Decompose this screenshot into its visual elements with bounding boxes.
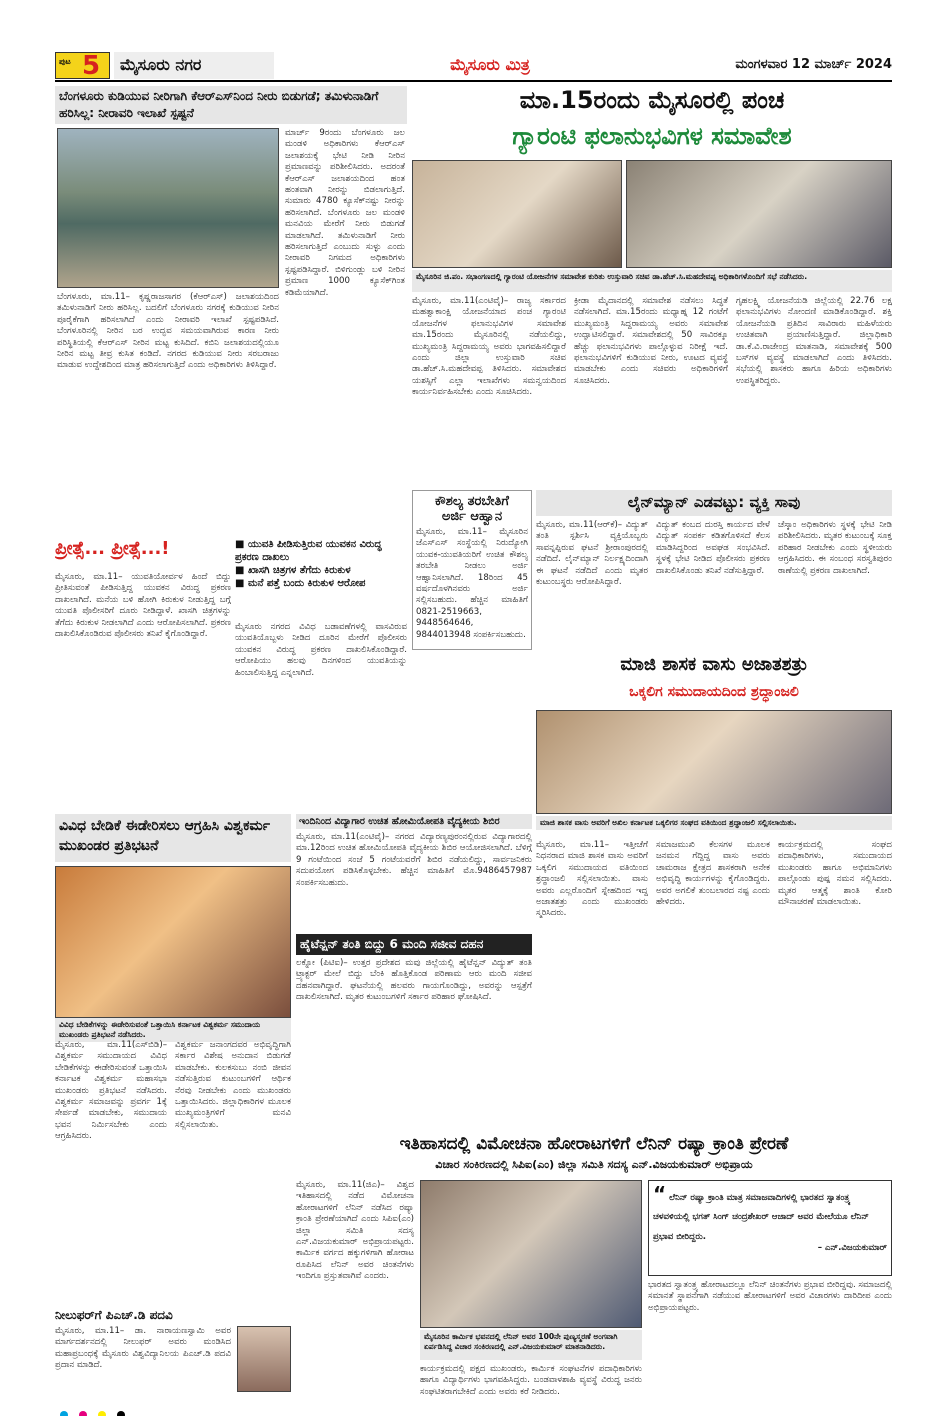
water-col-a: ಬೆಂಗಳೂರು, ಮಾ.11– ಕೃಷ್ಣರಾಜಸಾಗರ (ಕೆಆರ್‌ಎಸ್) ಜಲಾಶಯದಿಂದ ತಮಿಳುನಾಡಿಗೆ ನೀರು ಹರಿಸಿಲ್ಲ. ಬದಲಿಗೆ ಬೆಂಗಳೂರು ನಗರಕ್ಕೆ ಕುಡಿಯುವ ನೀರಿನ ಪೂರೈಕೆಗಾಗಿ ಹರಿಸಲಾಗಿದೆ ಎಂದು ನೀರಾವರಿ ಇಲಾಖೆ ಸ್ಪಷ್ಟಪಡಿಸಿದೆ. ಬೆಂಗಳೂರಿನಲ್ಲಿ ನೀರಿನ ಬರ ಉದ್ಭವ ಸಮಯವಾಗಿರುವ ಕಾರಣ ನೀರು ಪರಿಸ್ಥಿತಿಯಲ್ಲಿ ಕೆಆರ್‌ಎಸ್ ನೀರಿನ ಮಟ್ಟ ಕುಸಿದಿದೆ. ಕಬಿನಿ ಜಲಾಶಯದಲ್ಲಿಯೂ ನೀರಿನ ಮಟ್ಟ ತೀವ್ರ ಕುಸಿತ ಕಂಡಿದೆ. ನಗರದ ಕುಡಿಯುವ ನೀರು ಸರಬರಾಜು ಮಾಡುವ ಉದ್ದೇಶದಿಂದ ಮಾತ್ರ ಹರಿಸಲಾಗುತ್ತಿದೆ ಎಂದು ಅಧಿಕಾರಿಗಳು ತಿಳಿಸಿದ್ದಾರೆ. [57,292,279,371]
section-name: ಮೈಸೂರು ನಗರ [114,52,274,79]
vasu-caption: ಮಾಜಿ ಶಾಸಕ ವಾಸು ಅವರಿಗೆ ಅಖಿಲ ಕರ್ನಾಟಕ ಒಕ್ಕಲಿಗರ ಸಂಘದ ವತಿಯಿಂದ ಶ್ರದ್ಧಾಂಜಲಿ ಸಲ್ಲಿಸಲಾಯಿತು. [536,816,892,830]
story-protest [55,814,291,1304]
protest-col-b: ವಿಶ್ವಕರ್ಮ ಜನಾಂಗದವರ ಅಭಿವೃದ್ಧಿಗಾಗಿ ಸರ್ಕಾರ ವಿಶೇಷ ಅನುದಾನ ಬಿಡುಗಡೆ ಮಾಡಬೇಕು. ಕುಲಕಸುಬು ನಂಬಿ ಜೀವನ ನಡೆಸುತ್ತಿರುವ ಕುಟುಂಬಗಳಿಗೆ ಆರ್ಥಿಕ ನೆರವು ನೀಡಬೇಕು ಎಂದು ಮುಖಂಡರು ಒತ್ತಾಯಿಸಿದರು. ಜಿಲ್ಲಾಧಿಕಾರಿಗಳ ಮೂಲಕ ಮುಖ್ಯಮಂತ್ರಿಗಳಿಗೆ ಮನವಿ ಸಲ್ಲಿಸಲಾಯಿತು. [175,1040,291,1130]
fire-text: ಲಕ್ನೋ (ಪಿಟಿಐ)– ಉತ್ತರ ಪ್ರದೇಶದ ಮವು ಜಿಲ್ಲೆಯಲ್ಲಿ ಹೈಟೆನ್ಷನ್ ವಿದ್ಯುತ್ ತಂತಿ ಟ್ರ್ಯಾಕ್ಟರ್ ಮೇಲೆ ಬಿದ್ದು ಬೆಂಕಿ ಹೊತ್ತಿಕೊಂಡ ಪರಿಣಾಮ ಆರು ಮಂದಿ ಸಜೀವ ದಹನವಾಗಿದ್ದಾರೆ. ಘಟನೆಯಲ್ಲಿ ಹಲವರು ಗಾಯಗೊಂಡಿದ್ದು, ಅವರನ್ನು ಆಸ್ಪತ್ರೆಗೆ ದಾಖಲಿಸಲಾಗಿದೆ. ಮೃತರ ಕುಟುಂಬಗಳಿಗೆ ಸರ್ಕಾರ ಪರಿಹಾರ ಘೋಷಿಸಿದೆ. [296,958,532,1003]
seminar-photo [420,1180,642,1328]
vasu-col-c: ಕಾರ್ಯಕ್ರಮದಲ್ಲಿ ಸಂಘದ ಪದಾಧಿಕಾರಿಗಳು, ಸಮುದಾಯದ ಮುಖಂಡರು ಹಾಗೂ ಅಭಿಮಾನಿಗಳು ಪಾಲ್ಗೊಂಡು ಪುಷ್ಪ ನಮನ ಸಲ್ಲಿಸಿದರು. ಮೃತರ ಆತ್ಮಕ್ಕೆ ಶಾಂತಿ ಕೋರಿ ಮೌನಾಚರಣೆ ಮಾಡಲಾಯಿತು. [778,840,892,908]
lenin-quote: ಲೆನಿನ್ ರಷ್ಯಾ ಕ್ರಾಂತಿ ಮಾತ್ರ ಸಮಾಜವಾದಿಗಳಲ್ಲಿ ಭಾರತದ ಸ್ವಾತಂತ್ರ್ಯ ಚಳವಳಿಯಲ್ಲಿ ಭಗತ್ ಸಿಂಗ್ ಚಂದ್ರಶೇಖರ್ ಆಜಾದ್ ಅವರ ಮೇಲೆಯೂ ಲೆನಿನ್ ಪ್ರಭಾವ ಬೀರಿದ್ದರು. [653,1193,869,1242]
love-col-b: ಮೈಸೂರು ನಗರದ ವಿವಿಧ ಬಡಾವಣೆಗಳಲ್ಲಿ ವಾಸವಿರುವ ಯುವತಿಯೊಬ್ಬಳು ನೀಡಿದ ದೂರಿನ ಮೇರೆಗೆ ಪೊಲೀಸರು ಯುವಕನ ವಿರುದ್ಧ ಪ್ರಕರಣ ದಾಖಲಿಸಿಕೊಂಡಿದ್ದಾರೆ. ಆರೋಪಿಯು ಹಲವು ದಿನಗಳಿಂದ ಯುವತಿಯನ್ನು ಹಿಂಬಾಲಿಸುತ್ತಿದ್ದ ಎನ್ನಲಾಗಿದೆ. [235,622,407,678]
skill-headline-1: ಕೌಶಲ್ಯ ತರಬೇತಿಗೆ [435,494,509,509]
masthead [0,0,945,82]
story-water [55,86,407,534]
story-vasu [536,654,892,814]
page-label: ಪುಟ [59,57,71,66]
dam-photo [57,128,279,288]
story-homeo [296,814,532,932]
love-bullet-3: ■ ಮನೆ ಪತ್ತೆ ಬಂದು ಕಿರುಕುಳ ಆರೋಪ [235,578,366,589]
guarantee-col-b: ಕ್ರೀಡಾ ಮೈದಾನದಲ್ಲಿ ಸಮಾವೇಶ ನಡೆಸಲು ಸಿದ್ಧತೆ ನಡೆಸಲಾಗಿದೆ. ಮಾ.15ರಂದು ಮಧ್ಯಾಹ್ನ 12 ಗಂಟೆಗೆ ಮುಖ್ಯಮಂತ್ರಿ ಸಿದ್ದರಾಮಯ್ಯ ಅವರು ಸಮಾವೇಶ ಉದ್ಘಾಟಿಸಲಿದ್ದಾರೆ. ಸಮಾವೇಶದಲ್ಲಿ 50 ಸಾವಿರಕ್ಕೂ ಹೆಚ್ಚು ಫಲಾನುಭವಿಗಳು ಪಾಲ್ಗೊಳ್ಳುವ ನಿರೀಕ್ಷೆ ಇದೆ. ಫಲಾನುಭವಿಗಳಿಗೆ ಕುಡಿಯುವ ನೀರು, ಊಟದ ವ್ಯವಸ್ಥೆ ಮಾಡಬೇಕು ಎಂದು ಸಚಿವರು ಅಧಿಕಾರಿಗಳಿಗೆ ಸೂಚಿಸಿದರು. [574,296,728,386]
protest-caption: ವಿವಿಧ ಬೇಡಿಕೆಗಳನ್ನು ಈಡೇರಿಸುವಂತೆ ಒತ್ತಾಯಿಸಿ ಕರ್ನಾಟಕ ವಿಶ್ವಕರ್ಮ ಸಮುದಾಯ ಮುಖಂಡರು ಪ್ರತಿಭಟನೆ ನಡೆಸಿದರು. [55,1018,291,1042]
bullet-icon: ■ [235,539,248,550]
guarantee-headline-1: ಮಾ.15ರಂದು ಮೈಸೂರಲ್ಲಿ ಪಂಚ [519,86,785,114]
lineman-col-c: ಚೆಸ್ಕಾಂ ಅಧಿಕಾರಿಗಳು ಸ್ಥಳಕ್ಕೆ ಭೇಟಿ ನೀಡಿ ಪರಿಶೀಲಿಸಿದರು. ಮೃತರ ಕುಟುಂಬಕ್ಕೆ ಸೂಕ್ತ ಪರಿಹಾರ ನೀಡಬೇಕು ಎಂದು ಸ್ಥಳೀಯರು ಆಗ್ರಹಿಸಿದರು. ಈ ಸಂಬಂಧ ಸರಸ್ವತಿಪುರಂ ಠಾಣೆಯಲ್ಲಿ ಪ್ರಕರಣ ದಾಖಲಾಗಿದೆ. [778,520,892,576]
lenin-caption: ಮೈಸೂರಿನ ಕಾರ್ಮಿಕ ಭವನದಲ್ಲಿ ಲೆನಿನ್ ಅವರ 100ನೇ ಪುಣ್ಯಸ್ಮರಣೆ ಅಂಗವಾಗಿ ಏರ್ಪಡಿಸಿದ್ದ ವಿಚಾರ ಸಂಕಿರಣದಲ್ಲಿ ಎನ್.ವಿಜಯಕುಮಾರ್ ಮಾತನಾಡಿದರು. [420,1330,642,1360]
phd-headline: ನೀಲುಫರ್‌ಗೆ ಪಿಎಚ್.ಡಿ ಪದವಿ [55,1308,173,1322]
story-fire [296,934,532,1130]
story-lenin [296,1134,892,1396]
vasu-headline-2: ಒಕ್ಕಲಿಗ ಸಮುದಾಯದಿಂದ ಶ್ರದ್ಧಾಂಜಲಿ [629,684,799,700]
lineman-col-a: ಮೈಸೂರು, ಮಾ.11(ಆರ್‌ಕೆ)– ವಿದ್ಯುತ್ ತಂತಿ ಸ್ಪರ್ಶಿಸಿ ವ್ಯಕ್ತಿಯೊಬ್ಬರು ಸಾವನ್ನಪ್ಪಿರುವ ಘಟನೆ ಶ್ರೀರಾಂಪುರದಲ್ಲಿ ನಡೆದಿದೆ. ಲೈನ್‌ಮ್ಯಾನ್ ನಿರ್ಲಕ್ಷ್ಯದಿಂದಾಗಿ ಈ ಘಟನೆ ನಡೆದಿದೆ ಎಂದು ಮೃತರ ಕುಟುಂಬಸ್ಥರು ಆರೋಪಿಸಿದ್ದಾರೆ. [536,520,648,588]
lenin-quote-author: – ಎನ್.ವಿಜಯಕುಮಾರ್ [817,1243,887,1254]
protest-headline: ವಿವಿಧ ಬೇಡಿಕೆ ಈಡೇರಿಸಲು ಆಗ್ರಹಿಸಿ ವಿಶ್ವಕರ್ಮ ಮುಖಂಡರ ಪ್ರತಿಭಟನೆ [55,814,291,862]
vasu-col-a: ಮೈಸೂರು, ಮಾ.11– ಇತ್ತೀಚೆಗೆ ನಿಧನರಾದ ಮಾಜಿ ಶಾಸಕ ವಾಸು ಅವರಿಗೆ ಒಕ್ಕಲಿಗ ಸಮುದಾಯದ ವತಿಯಿಂದ ಶ್ರದ್ಧಾಂಜಲಿ ಸಲ್ಲಿಸಲಾಯಿತು. ವಾಸು ಅವರು ಎಲ್ಲರೊಂದಿಗೆ ಸ್ನೇಹದಿಂದ ಇದ್ದ ಅಜಾತಶತ್ರು ಎಂದು ಮುಖಂಡರು ಸ್ಮರಿಸಿದರು. [536,840,648,919]
love-headline: ಪ್ರೀತ್ಸೆ... ಪ್ರೀತ್ಸೆ...! [55,538,170,559]
page-number: 5 [82,52,101,79]
phd-text: ಮೈಸೂರು, ಮಾ.11– ಡಾ. ನಾರಾಯಣಸ್ವಾಮಿ ಅವರ ಮಾರ್ಗದರ್ಶನದಲ್ಲಿ ನೀಲುಫರ್ ಅವರು ಮಂಡಿಸಿದ ಮಹಾಪ್ರಬಂಧಕ್ಕೆ ಮೈಸೂರು ವಿಶ್ವವಿದ್ಯಾನಿಲಯ ಪಿಎಚ್.ಡಿ ಪದವಿ ಪ್ರದಾನ ಮಾಡಿದೆ. [55,1326,231,1371]
guarantee-col-a: ಮೈಸೂರು, ಮಾ.11(ಎಂಟಿವೈ)– ರಾಜ್ಯ ಸರ್ಕಾರದ ಮಹತ್ವಾಕಾಂಕ್ಷಿ ಯೋಜನೆಯಾದ ಪಂಚ ಗ್ಯಾರಂಟಿ ಯೋಜನೆಗಳ ಫಲಾನುಭವಿಗಳ ಸಮಾವೇಶ ಮಾ.15ರಂದು ಮೈಸೂರಿನಲ್ಲಿ ನಡೆಯಲಿದ್ದು, ಮುಖ್ಯಮಂತ್ರಿ ಸಿದ್ದರಾಮಯ್ಯ ಅವರು ಭಾಗವಹಿಸಲಿದ್ದಾರೆ ಎಂದು ಜಿಲ್ಲಾ ಉಸ್ತುವಾರಿ ಸಚಿವ ಡಾ.ಹೆಚ್.ಸಿ.ಮಹದೇವಪ್ಪ ತಿಳಿಸಿದರು. ಸಮಾವೇಶದ ಯಶಸ್ಸಿಗೆ ಎಲ್ಲಾ ಇಲಾಖೆಗಳು ಸಮನ್ವಯದಿಂದ ಕಾರ್ಯನಿರ್ವಹಿಸಬೇಕು ಎಂದು ಸೂಚಿಸಿದರು. [412,296,566,398]
vasu-body [536,816,892,976]
page-number-box [55,52,110,79]
love-bullet-1: ■ ಯುವತಿ ಪೀಡಿಸುತ್ತಿರುವ ಯುವಕನ ವಿರುದ್ಧ ಪ್ರಕರಣ ದಾಖಲು [235,539,382,563]
guarantee-headline-2: ಗ್ಯಾರಂಟಿ ಫಲಾನುಭವಿಗಳ ಸಮಾವೇಶ [512,122,792,150]
water-col-b: ಮಾರ್ಚ್ 9ರಂದು ಬೆಂಗಳೂರು ಜಲ ಮಂಡಳಿ ಅಧಿಕಾರಿಗಳು ಕೆಆರ್‌ಎಸ್ ಜಲಾಶಯಕ್ಕೆ ಭೇಟಿ ನೀಡಿ ನೀರಿನ ಪ್ರಮಾಣವನ್ನು ಪರಿಶೀಲಿಸಿದರು. ಅದರಂತೆ ಕೆಆರ್‌ಎಸ್ ಜಲಾಶಯದಿಂದ ಹಂತ ಹಂತವಾಗಿ ನೀರನ್ನು ಬಿಡಲಾಗುತ್ತಿದೆ. ಸುಮಾರು 4780 ಕ್ಯೂಸೆಕ್‌ನಷ್ಟು ನೀರನ್ನು ಹರಿಸಲಾಗಿದೆ. ಬೆಂಗಳೂರು ಜಲ ಮಂಡಳಿ ಮನವಿಯ ಮೇರೆಗೆ ನೀರು ಬಿಡುಗಡೆ ಮಾಡಲಾಗಿದೆ. ತಮಿಳುನಾಡಿಗೆ ನೀರು ಹರಿಸಲಾಗುತ್ತಿದೆ ಎಂಬುದು ಸುಳ್ಳು ಎಂದು ನೀರಾವರಿ ನಿಗಮದ ಅಧಿಕಾರಿಗಳು ಸ್ಪಷ್ಟಪಡಿಸಿದ್ದಾರೆ. ಬಿಳಿಗುಂಡ್ಲು ಬಳಿ ನೀರಿನ ಪ್ರಮಾಣ 1000 ಕ್ಯೂಸೆಕ್‌ಗಿಂತ ಕಡಿಮೆಯಾಗಿದೆ. [285,128,405,298]
story-guarantee [412,86,892,486]
paper-name: ಮೈಸೂರು ಮಿತ್ರ [450,55,530,74]
lenin-subhead: ವಿಚಾರ ಸಂಕಿರಣದಲ್ಲಿ ಸಿಪಿಐ(ಎಂ) ಜಿಲ್ಲಾ ಸಮಿತಿ ಸದಸ್ಯ ಎನ್.ವಿಜಯಕುಮಾರ್ ಅಭಿಪ್ರಾಯ [435,1158,753,1171]
guarantee-caption: ಮೈಸೂರಿನ ಜಿ.ಪಂ. ಸಭಾಂಗಣದಲ್ಲಿ ಗ್ಯಾರಂಟಿ ಯೋಜನೆಗಳ ಸಮಾವೇಶ ಕುರಿತು ಉಸ್ತುವಾರಿ ಸಚಿವ ಡಾ.ಹೆಚ್.ಸಿ.ಮಹದೇವಪ್ಪ ಅಧಿಕಾರಿಗಳೊಂದಿಗೆ ಸಭೆ ನಡೆಸಿದರು. [412,270,892,292]
masthead-rule [55,80,892,82]
lenin-quote-box [648,1180,892,1276]
portrait-photo [237,1326,291,1392]
print-color-marks [60,1404,460,1416]
homeo-headline: ಇಂದಿನಿಂದ ವಿದ್ಯಾಗಾರ ಉಚಿತ ಹೋಮಿಯೋಪತಿ ವೈದ್ಯಕೀಯ ಶಿಬಿರ [296,814,532,829]
bullet-icon: ■ [235,565,248,576]
homeo-text: ಮೈಸೂರು, ಮಾ.11(ಎಂಟಿವೈ)– ನಗರದ ವಿದ್ಯಾರಣ್ಯಪುರಂನಲ್ಲಿರುವ ವಿದ್ಯಾಗಾರದಲ್ಲಿ ಮಾ.12ರಿಂದ ಉಚಿತ ಹೋಮಿಯೋಪತಿ ವೈದ್ಯಕೀಯ ಶಿಬಿರ ಆಯೋಜಿಸಲಾಗಿದೆ. ಬೆಳಿಗ್ಗೆ 9 ಗಂಟೆಯಿಂದ ಸಂಜೆ 5 ಗಂಟೆಯವರೆಗೆ ಶಿಬಿರ ನಡೆಯಲಿದ್ದು, ಸಾರ್ವಜನಿಕರು ಸದುಪಯೋಗ ಪಡಿಸಿಕೊಳ್ಳಬೇಕು. ಹೆಚ್ಚಿನ ಮಾಹಿತಿಗೆ ಮೊ.9486457987 ಸಂಪರ್ಕಿಸಬಹುದು. [296,832,532,888]
lenin-col-b: ಕಾರ್ಯಕ್ರಮದಲ್ಲಿ ಪಕ್ಷದ ಮುಖಂಡರು, ಕಾರ್ಮಿಕ ಸಂಘಟನೆಗಳ ಪದಾಧಿಕಾರಿಗಳು ಹಾಗೂ ವಿದ್ಯಾರ್ಥಿಗಳು ಭಾಗವಹಿಸಿದ್ದರು. ಬಂಡವಾಳಶಾಹಿ ವ್ಯವಸ್ಥೆ ವಿರುದ್ಧ ಜನರು ಸಂಘಟಿತರಾಗಬೇಕಿದೆ ಎಂದು ಅವರು ಕರೆ ನೀಡಿದರು. [420,1364,642,1396]
bullet-icon: ■ [235,578,248,589]
water-headline: ಬೆಂಗಳೂರು ಕುಡಿಯುವ ನೀರಿಗಾಗಿ ಕೆಆರ್‌ಎಸ್‌ನಿಂದ ನೀರು ಬಿಡುಗಡೆ; ತಮಿಳುನಾಡಿಗೆ ಹರಿಸಿಲ್ಲ: ನೀರಾವರಿ ಇಲಾಖೆ ಸ್ಪಷ್ಟನೆ [55,86,407,124]
vasu-col-b: ಸಮಾಜಮುಖಿ ಕೆಲಸಗಳ ಮೂಲಕ ಜನಮನ ಗೆದ್ದಿದ್ದ ವಾಸು ಅವರು ಚಾಮರಾಜ ಕ್ಷೇತ್ರದ ಶಾಸಕರಾಗಿ ಅನೇಕ ಅಭಿವೃದ್ಧಿ ಕಾರ್ಯಗಳನ್ನು ಕೈಗೊಂಡಿದ್ದರು. ಅವರ ಅಗಲಿಕೆ ತುಂಬಲಾರದ ನಷ್ಟ ಎಂದು ಹೇಳಿದರು. [656,840,770,908]
vasu-headline-1: ಮಾಜಿ ಶಾಸಕ ವಾಸು ಅಜಾತಶತ್ರು [620,654,808,675]
protest-photo [55,866,291,1018]
meeting-photo-1 [412,160,622,268]
love-col-a: ಮೈಸೂರು, ಮಾ.11– ಯುವತಿಯೋರ್ವಳ ಹಿಂದೆ ಬಿದ್ದು ಪ್ರೀತಿಸುವಂತೆ ಪೀಡಿಸುತ್ತಿದ್ದ ಯುವಕನ ವಿರುದ್ಧ ಪ್ರಕರಣ ದಾಖಲಾಗಿದೆ. ಮನೆಯ ಬಳಿ ಹೋಗಿ ಕಿರುಕುಳ ನೀಡುತ್ತಿದ್ದ ಬಗ್ಗೆ ಯುವತಿ ಪೊಲೀಸರಿಗೆ ದೂರು ನೀಡಿದ್ದಾಳೆ. ಖಾಸಗಿ ಚಿತ್ರಗಳನ್ನು ತೆಗೆದು ಕಿರುಕುಳ ನೀಡಲಾಗಿದೆ ಎಂದು ಆರೋಪಿಸಲಾಗಿದೆ. ಪ್ರಕರಣ ದಾಖಲಿಸಿಕೊಂಡಿರುವ ಪೊಲೀಸರು ತನಿಖೆ ಕೈಗೊಂಡಿದ್ದಾರೆ. [55,572,231,640]
protest-col-a: ಮೈಸೂರು, ಮಾ.11(ಎಸ್‌ಬಿಡಿ)– ವಿಶ್ವಕರ್ಮ ಸಮುದಾಯದ ವಿವಿಧ ಬೇಡಿಕೆಗಳನ್ನು ಈಡೇರಿಸುವಂತೆ ಒತ್ತಾಯಿಸಿ ಕರ್ನಾಟಕ ವಿಶ್ವಕರ್ಮ ಮಹಾಸಭಾ ಮುಖಂಡರು ಪ್ರತಿಭಟನೆ ನಡೆಸಿದರು. ವಿಶ್ವಕರ್ಮ ಸಮಾಜವನ್ನು ಪ್ರವರ್ಗ 1ಕ್ಕೆ ಸೇರ್ಪಡೆ ಮಾಡಬೇಕು, ಸಮುದಾಯ ಭವನ ನಿರ್ಮಿಸಬೇಕು ಎಂದು ಆಗ್ರಹಿಸಿದರು. [55,1040,167,1142]
love-bullet-2: ■ ಖಾಸಗಿ ಚಿತ್ರಗಳ ತೆಗೆದು ಕಿರುಕುಳ [235,565,351,576]
skill-text: ಮೈಸೂರು, ಮಾ.11– ಮೈಸೂರಿನ ಜೆಎಸ್‌ಎಸ್ ಸಂಸ್ಥೆಯಲ್ಲಿ ನಿರುದ್ಯೋಗಿ ಯುವಕ-ಯುವತಿಯರಿಗೆ ಉಚಿತ ಕೌಶಲ್ಯ ತರಬೇತಿ ನೀಡಲು ಅರ್ಜಿ ಆಹ್ವಾನಿಸಲಾಗಿದೆ. 18ರಿಂದ 45 ವರ್ಷದೊಳಗಿನವರು ಅರ್ಜಿ ಸಲ್ಲಿಸಬಹುದು. ಹೆಚ್ಚಿನ ಮಾಹಿತಿಗೆ 0821-2519663, 9448564646, 9844013948 ಸಂಪರ್ಕಿಸಬಹುದು. [416,527,528,640]
guarantee-col-c: ಗೃಹಲಕ್ಷ್ಮಿ ಯೋಜನೆಯಡಿ ಜಿಲ್ಲೆಯಲ್ಲಿ 22.76 ಲಕ್ಷ ಫಲಾನುಭವಿಗಳು ನೋಂದಣಿ ಮಾಡಿಕೊಂಡಿದ್ದಾರೆ. ಶಕ್ತಿ ಯೋಜನೆಯಡಿ ಪ್ರತಿದಿನ ಸಾವಿರಾರು ಮಹಿಳೆಯರು ಉಚಿತವಾಗಿ ಪ್ರಯಾಣಿಸುತ್ತಿದ್ದಾರೆ. ಜಿಲ್ಲಾಧಿಕಾರಿ ಡಾ.ಕೆ.ವಿ.ರಾಜೇಂದ್ರ ಮಾತನಾಡಿ, ಸಮಾವೇಶಕ್ಕೆ 500 ಬಸ್‌ಗಳ ವ್ಯವಸ್ಥೆ ಮಾಡಲಾಗಿದೆ ಎಂದು ತಿಳಿಸಿದರು. ಸಭೆಯಲ್ಲಿ ಶಾಸಕರು ಹಾಗೂ ಹಿರಿಯ ಅಧಿಕಾರಿಗಳು ಉಪಸ್ಥಿತರಿದ್ದರು. [736,296,892,386]
lineman-col-b: ವಿದ್ಯುತ್ ಕಂಬದ ದುರಸ್ತಿ ಕಾರ್ಯದ ವೇಳೆ ವಿದ್ಯುತ್ ಸಂಪರ್ಕ ಕಡಿತಗೊಳಿಸದೆ ಕೆಲಸ ಮಾಡಿಸಿದ್ದರಿಂದ ಅವಘಡ ಸಂಭವಿಸಿದೆ. ಸ್ಥಳಕ್ಕೆ ಭೇಟಿ ನೀಡಿದ ಪೊಲೀಸರು ಪ್ರಕರಣ ದಾಖಲಿಸಿಕೊಂಡು ತನಿಖೆ ನಡೆಸುತ್ತಿದ್ದಾರೆ. [656,520,770,576]
lineman-headline: ಲೈನ್‌ಮ್ಯಾನ್ ಎಡವಟ್ಟು: ವ್ಯಕ್ತಿ ಸಾವು [536,490,892,516]
love-bullets [235,538,407,618]
meeting-photo-2 [626,160,892,268]
lenin-col-c: ಭಾರತದ ಸ್ವಾತಂತ್ರ್ಯ ಹೋರಾಟದಲ್ಲೂ ಲೆನಿನ್ ಚಿಂತನೆಗಳು ಪ್ರಭಾವ ಬೀರಿದ್ದವು. ಸಮಾಜದಲ್ಲಿ ಸಮಾನತೆ ಸ್ಥಾಪನೆಗಾಗಿ ನಡೆಯುವ ಹೋರಾಟಗಳಿಗೆ ಅವರ ವಿಚಾರಗಳು ದಾರಿದೀಪ ಎಂದು ಅಭಿಪ್ರಾಯಪಟ್ಟರು. [648,1280,892,1313]
story-phd [55,1308,291,1394]
lenin-headline: ಇತಿಹಾಸದಲ್ಲಿ ವಿಮೋಚನಾ ಹೋರಾಟಗಳಿಗೆ ಲೆನಿನ್ ರಷ್ಯಾ ಕ್ರಾಂತಿ ಪ್ರೇರಣೆ [399,1134,789,1154]
fire-headline: ಹೈಟೆನ್ಷನ್ ತಂತಿ ಬಿದ್ದು 6 ಮಂದಿ ಸಜೀವ ದಹನ [296,934,532,955]
quote-icon: “ [653,1182,667,1206]
story-skill [412,490,532,650]
skill-headline-2: ಅರ್ಜಿ ಆಹ್ವಾನ [441,509,503,524]
lenin-col-a: ಮೈಸೂರು, ಮಾ.11(ಜಿಎ)– ವಿಶ್ವದ ಇತಿಹಾಸದಲ್ಲಿ ನಡೆದ ವಿಮೋಚನಾ ಹೋರಾಟಗಳಿಗೆ ಲೆನಿನ್ ನಡೆಸಿದ ರಷ್ಯಾ ಕ್ರಾಂತಿ ಪ್ರೇರಣೆಯಾಗಿದೆ ಎಂದು ಸಿಪಿಐ(ಎಂ) ಜಿಲ್ಲಾ ಸಮಿತಿ ಸದಸ್ಯ ಎನ್.ವಿಜಯಕುಮಾರ್ ಅಭಿಪ್ರಾಯಪಟ್ಟರು. ಕಾರ್ಮಿಕ ವರ್ಗದ ಹಕ್ಕುಗಳಿಗಾಗಿ ಹೋರಾಟ ರೂಪಿಸಿದ ಲೆನಿನ್ ಅವರ ಚಿಂತನೆಗಳು ಇಂದಿಗೂ ಪ್ರಸ್ತುತವಾಗಿವೆ ಎಂದರು. [296,1180,414,1282]
story-lineman [536,490,892,650]
tribute-photo [536,710,892,814]
story-love [55,538,407,810]
issue-date: ಮಂಗಳವಾರ 12 ಮಾರ್ಚ್ 2024 [735,57,892,72]
